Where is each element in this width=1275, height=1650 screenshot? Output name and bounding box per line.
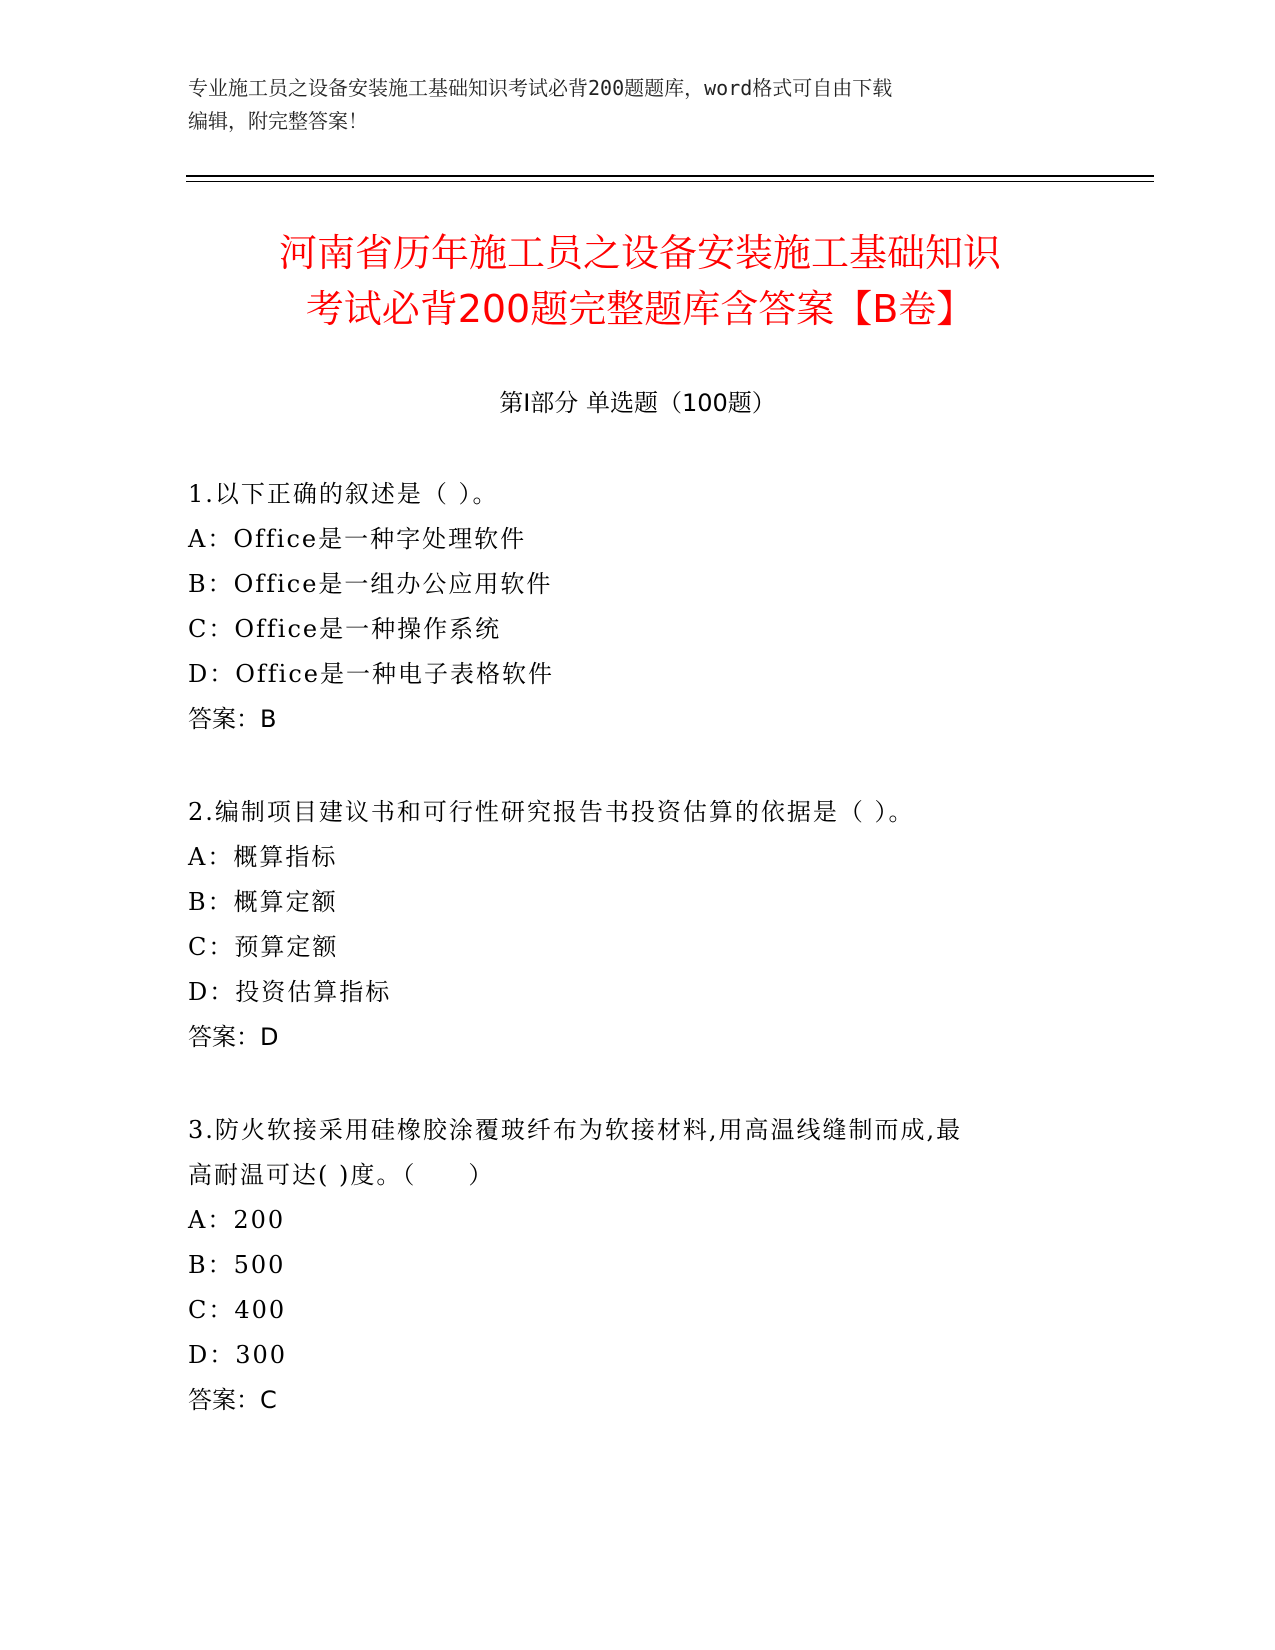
question-stem: 2.编制项目建议书和可行性研究报告书投资估算的依据是（ ）。: [188, 798, 915, 826]
option-a: A：200: [188, 1206, 286, 1234]
question-3: [188, 1108, 1088, 1423]
section-heading: 第Ⅰ部分 单选题（100题）: [499, 389, 776, 417]
option-a: A：概算指标: [188, 843, 338, 871]
header-note-line-1: 专业施工员之设备安装施工基础知识考试必背200题题库，word格式可自由下载: [188, 76, 893, 100]
document-title: [150, 225, 1130, 337]
header-divider-thin: [186, 181, 1154, 182]
question-2: [188, 790, 1088, 1060]
question-stem-line-2: 高耐温可达( )度。（ ）: [188, 1161, 495, 1189]
option-b: B：概算定额: [188, 888, 338, 916]
option-d: D：Office是一种电子表格软件: [188, 660, 555, 688]
option-b: B：Office是一组办公应用软件: [188, 570, 553, 598]
answer: 答案：D: [188, 1023, 279, 1051]
header-divider-thick: [186, 175, 1154, 177]
option-d: D：投资估算指标: [188, 978, 392, 1006]
option-b: B：500: [188, 1251, 286, 1279]
question-1: [188, 472, 1088, 742]
option-d: D：300: [188, 1341, 288, 1369]
question-stem-line-1: 3.防火软接采用硅橡胶涂覆玻纤布为软接材料,用高温线缝制而成,最: [188, 1116, 963, 1144]
answer: 答案：C: [188, 1386, 277, 1414]
header-note: [188, 72, 1068, 138]
option-c: C：400: [188, 1296, 287, 1324]
option-a: A：Office是一种字处理软件: [188, 525, 527, 553]
question-stem: 1.以下正确的叙述是（ ）。: [188, 480, 499, 508]
document-title-line-2: 考试必背200题完整题库含答案【B卷】: [305, 287, 975, 331]
option-c: C：Office是一种操作系统: [188, 615, 502, 643]
option-c: C：预算定额: [188, 933, 339, 961]
answer: 答案：B: [188, 705, 277, 733]
header-note-line-2: 编辑，附完整答案！: [188, 109, 368, 133]
document-title-line-1: 河南省历年施工员之设备安装施工基础知识: [278, 231, 1001, 275]
